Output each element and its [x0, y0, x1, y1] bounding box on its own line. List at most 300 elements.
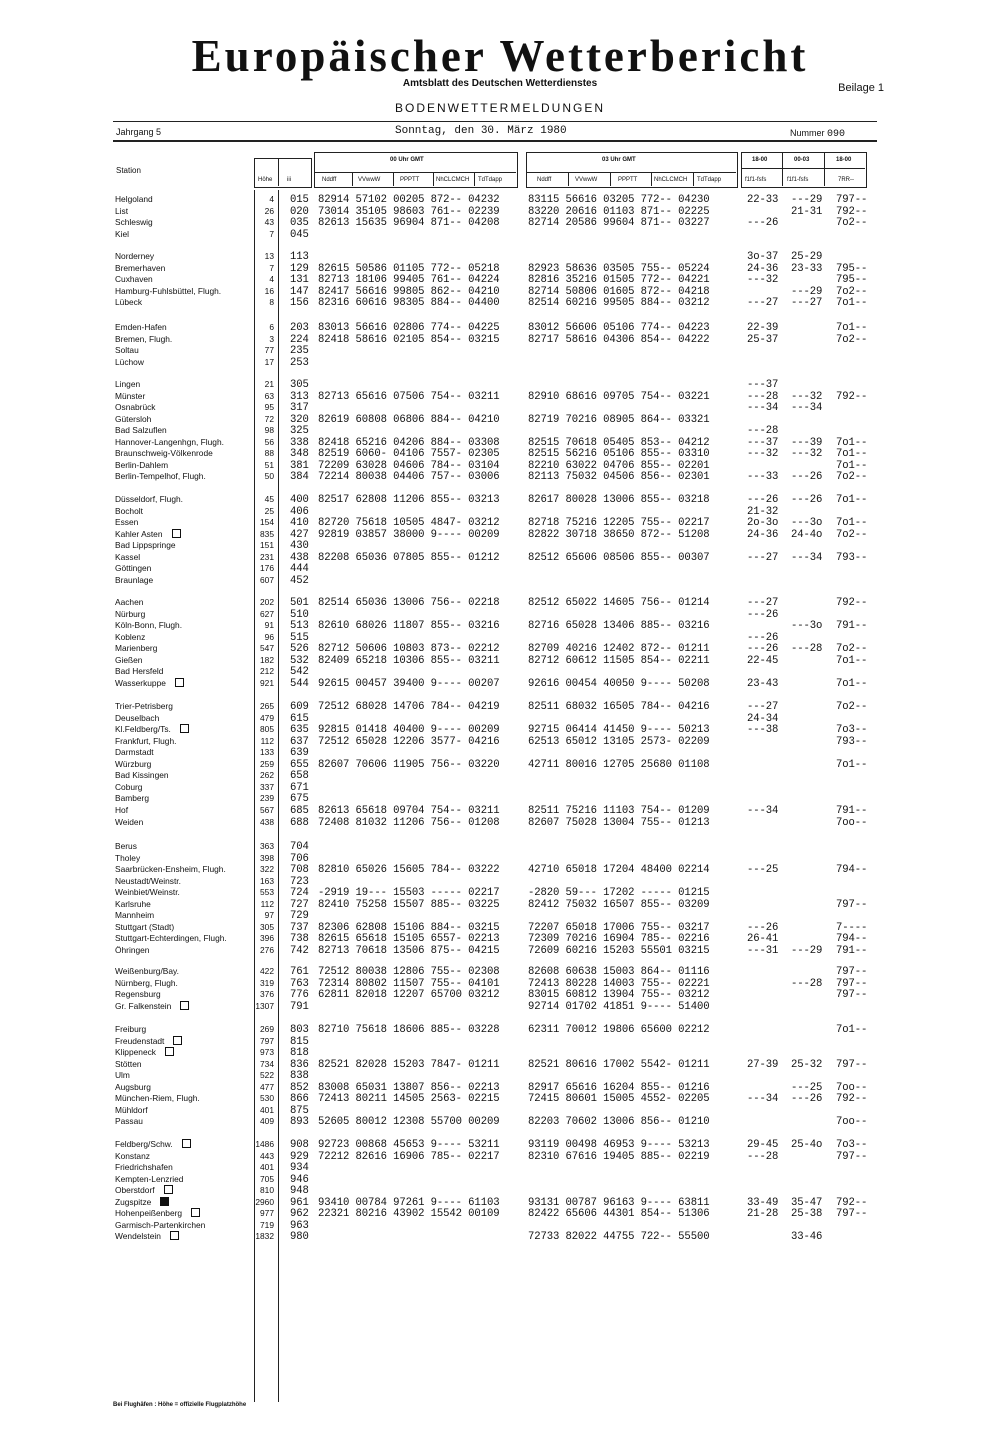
- station-row: [0, 933, 1000, 944]
- divider: [568, 172, 569, 186]
- gust-18-00-text: ---26: [747, 217, 779, 230]
- station-height-text: 522: [260, 1070, 274, 1081]
- gust-18-00: [747, 632, 778, 644]
- obs-03: [528, 864, 709, 876]
- station-id-text: 305: [290, 379, 309, 391]
- gust-18-00-text: ---28: [747, 1150, 779, 1163]
- station-id: [290, 817, 309, 829]
- station-name-text: Köln-Bonn, Flugh.: [115, 620, 183, 631]
- station-height-text: 4: [269, 274, 274, 285]
- station-row: [0, 1231, 1000, 1242]
- station-height: [240, 322, 274, 332]
- station-id-text: 015: [290, 194, 309, 206]
- station-height-text: 8: [269, 297, 274, 308]
- obs-00: [318, 1151, 499, 1163]
- station-name-text: Berlin-Tempelhof, Flugh.: [115, 471, 206, 482]
- station-row: [0, 575, 1000, 586]
- vvwww-header: VVwwW: [575, 177, 598, 183]
- station-name-text: Kempten-Lenzried: [115, 1173, 184, 1184]
- precip-18-00-text: 797--: [836, 1150, 868, 1163]
- station-row: [0, 517, 1000, 528]
- obs-03-text: 42710 65018 17204 48400 02214: [528, 864, 710, 877]
- station-height: [240, 194, 274, 204]
- station-height: [240, 655, 274, 665]
- gust-18-00-text: ---27: [747, 701, 779, 713]
- station-height-text: 112: [260, 735, 274, 746]
- obs-03: [528, 597, 709, 609]
- station-name-text: Gütersloh: [115, 413, 152, 424]
- station-row: [0, 966, 1000, 977]
- station-row: [0, 274, 1000, 285]
- station-name: [115, 251, 154, 261]
- precip-18-00-text: 7o1--: [836, 322, 868, 334]
- station-id: [290, 563, 309, 575]
- precip-18-00-text: 7o1--: [836, 758, 868, 771]
- station-height-text: 133: [260, 747, 274, 758]
- station-height-text: 231: [260, 551, 274, 562]
- station-id: [290, 864, 309, 876]
- station-row: [0, 334, 1000, 345]
- station-id: [290, 713, 309, 725]
- gust-00-03-text: ---28: [791, 643, 823, 656]
- station-id-text: 836: [290, 1058, 309, 1071]
- obs-03: [528, 517, 709, 529]
- station-height: [240, 575, 274, 585]
- precip-18-00-text: 7o3--: [836, 724, 868, 737]
- station-name: [115, 1220, 205, 1230]
- precip-18-00: [836, 334, 867, 346]
- gust-00-03: [791, 402, 822, 414]
- station-row: [0, 1001, 1000, 1012]
- obs-00-text: 82710 75618 18606 885-- 03228: [318, 1024, 500, 1036]
- gust-00-03-text: ---32: [791, 390, 823, 403]
- square-icon: [170, 1231, 179, 1240]
- obs-00: [318, 448, 499, 460]
- station-height: [240, 736, 274, 746]
- dewpoint-header: TdTdapp: [478, 177, 503, 183]
- station-name: [115, 1208, 200, 1218]
- obs-03-text: 82422 65606 44301 854-- 51306: [528, 1208, 710, 1221]
- footnote: Bei Flughäfen : Höhe = offizielle Flugplatzhöhe: [113, 1402, 247, 1408]
- station-row: [0, 759, 1000, 770]
- station-id-text: 685: [290, 805, 309, 817]
- precip-18-00-text: 797--: [836, 977, 868, 990]
- station-row: [0, 678, 1000, 689]
- gust-18-00-text: 33-49: [747, 1196, 779, 1209]
- station-id: [290, 1174, 309, 1186]
- precip-18-00: [836, 437, 867, 449]
- obs-00-text: 92615 00457 39400 9---- 00207: [318, 677, 500, 690]
- obs-03-text: 82714 20586 99604 871-- 03227: [528, 217, 710, 230]
- obs-03: [528, 391, 709, 403]
- nddff-header: Nddff: [322, 177, 337, 183]
- gust-18-00-text: ---26: [747, 921, 779, 934]
- station-id: [290, 966, 309, 978]
- precip-18-00-text: 797--: [836, 966, 868, 978]
- station-height: [240, 910, 274, 920]
- precip-18-00-text: 793--: [836, 735, 868, 748]
- station-row: [0, 922, 1000, 933]
- obs-03-text: 92616 00454 40050 9---- 50208: [528, 677, 710, 690]
- precip-18-00: [836, 529, 867, 541]
- station-name: [115, 357, 144, 367]
- station-row: [0, 1185, 1000, 1196]
- station-height-text: 7: [269, 262, 274, 273]
- station-id: [290, 1231, 309, 1243]
- station-row: [0, 297, 1000, 308]
- station-height-text: 401: [260, 1104, 274, 1115]
- gust-00-03-text: 35-47: [791, 1196, 823, 1209]
- obs-00-text: 82316 60616 98305 884-- 04400: [318, 297, 500, 310]
- station-row: [0, 357, 1000, 368]
- precip-18-00: [836, 1093, 867, 1105]
- station-id-text: 452: [290, 574, 309, 587]
- precip-18-00-text: 794--: [836, 933, 868, 946]
- station-name: [115, 1047, 174, 1057]
- station-name-text: Tholey: [115, 852, 141, 863]
- station-name: [115, 460, 168, 470]
- station-row: [0, 1197, 1000, 1208]
- station-height: [240, 437, 274, 447]
- station-height: [240, 1208, 274, 1218]
- station-height: [240, 805, 274, 815]
- station-id: [290, 552, 309, 564]
- station-height: [240, 1024, 274, 1034]
- gust-00-03: [791, 194, 822, 206]
- precip-18-00: [836, 933, 867, 945]
- station-id-text: 675: [290, 793, 309, 806]
- station-name: [115, 322, 167, 332]
- precip-18-00: [836, 194, 867, 206]
- station-height: [240, 978, 274, 988]
- station-name-text: Würzburg: [115, 758, 152, 769]
- station-height: [240, 853, 274, 863]
- station-id-text: 384: [290, 471, 309, 484]
- station-id-text: 501: [290, 597, 309, 609]
- station-name-text: Hannover-Langenhgn, Flugh.: [115, 436, 224, 447]
- station-height-text: 4: [269, 194, 274, 204]
- station-name-text: Stötten: [115, 1058, 142, 1069]
- gust-00-03: [791, 1197, 822, 1209]
- precip-18-00-text: 7oo--: [836, 1116, 868, 1129]
- station-id: [290, 437, 309, 449]
- station-height: [240, 1185, 274, 1195]
- obs-03: [528, 759, 709, 771]
- gust-18-00: [747, 1197, 778, 1209]
- obs-00: [318, 701, 499, 713]
- station-id-text: 020: [290, 205, 309, 218]
- obs-00-text: 82306 62808 15106 884-- 03215: [318, 921, 500, 934]
- precip-header: 7RR--: [838, 177, 854, 183]
- gust-18-00-text: 26-41: [747, 933, 779, 946]
- station-id: [290, 876, 309, 888]
- station-height: [240, 1231, 274, 1241]
- station-name-text: Darmstadt: [115, 747, 154, 758]
- station-height: [240, 817, 274, 827]
- station-height-text: 88: [264, 448, 274, 459]
- precip-18-00: [836, 297, 867, 309]
- station-row: [0, 597, 1000, 608]
- station-height-text: 212: [260, 666, 274, 677]
- station-name: [115, 887, 180, 897]
- station-row: [0, 1208, 1000, 1219]
- obs-03-text: 82910 68616 09705 754-- 03221: [528, 390, 710, 403]
- subtitle: Amtsblatt des Deutschen Wetterdienstes: [402, 78, 598, 89]
- obs-03: [528, 933, 709, 945]
- station-id: [290, 263, 309, 275]
- station-name-text: Gießen: [115, 654, 143, 665]
- gust-18-00-text: 27-39: [747, 1058, 779, 1071]
- station-id-text: 688: [290, 816, 309, 829]
- station-id: [290, 1059, 309, 1071]
- obs-00: [318, 655, 499, 667]
- gust-18-00-text: 29-45: [747, 1139, 779, 1151]
- obs-03: [528, 494, 709, 506]
- station-name: [115, 770, 169, 780]
- station-height: [240, 229, 274, 239]
- obs-03-text: 83012 56606 05106 774-- 04223: [528, 322, 710, 334]
- station-id-text: 147: [290, 285, 309, 298]
- station-name-text: Augsburg: [115, 1081, 151, 1092]
- gust-header: f1f1-fsfs: [745, 177, 767, 183]
- ppptt-header: PPPTT: [400, 177, 420, 183]
- station-name-text: Hof: [115, 805, 129, 815]
- station-name: [115, 552, 140, 562]
- station-name: [115, 1082, 151, 1092]
- station-name: [115, 966, 179, 976]
- station-name-text: Zugspitze: [115, 1196, 152, 1207]
- station-height-text: 95: [264, 402, 274, 413]
- station-id: [290, 494, 309, 506]
- obs-00: [318, 297, 499, 309]
- gust-00-03: [791, 945, 822, 957]
- station-id-text: 427: [290, 528, 309, 541]
- obs-00: [318, 805, 499, 817]
- station-row: [0, 1093, 1000, 1104]
- square-icon: [173, 1036, 182, 1045]
- station-height: [240, 1047, 274, 1057]
- station-id: [290, 899, 309, 911]
- precip-18-00-text: 7----: [836, 921, 868, 934]
- station-name: [115, 655, 142, 665]
- obs-00-text: 82418 65216 04206 884-- 03308: [318, 436, 500, 449]
- station-name-text: Garmisch-Partenkirchen: [115, 1219, 206, 1230]
- obs-00-text: 72314 80802 11507 755-- 04101: [318, 977, 500, 990]
- station-id-text: 635: [290, 724, 309, 737]
- station-name-text: Freiburg: [115, 1024, 147, 1034]
- station-name: [115, 899, 151, 909]
- station-name: [115, 345, 139, 355]
- obs-00: [318, 759, 499, 771]
- station-height: [240, 632, 274, 642]
- gust-18-00: [747, 297, 778, 309]
- station-height: [240, 966, 274, 976]
- station-id: [290, 1047, 309, 1059]
- precip-18-00-text: 7o2--: [836, 285, 868, 298]
- station-row: [0, 345, 1000, 356]
- station-id-text: 515: [290, 631, 309, 644]
- gust-00-03-text: ---34: [791, 551, 823, 564]
- station-row: [0, 322, 1000, 333]
- obs-03-text: 82716 65028 13406 885-- 03216: [528, 620, 710, 633]
- station-id-text: 113: [290, 251, 309, 263]
- station-id: [290, 1070, 309, 1082]
- gust-00-03-text: 25-38: [791, 1208, 823, 1221]
- station-name-text: Soltau: [115, 345, 139, 356]
- station-name-text: Frankfurt, Flugh.: [115, 735, 177, 746]
- station-height-text: 567: [260, 805, 274, 815]
- station-height-text: 96: [264, 631, 274, 642]
- station-id-text: 544: [290, 677, 309, 690]
- precip-18-00-text: 797--: [836, 194, 868, 206]
- station-name-text: Ulm: [115, 1070, 130, 1081]
- station-name: [115, 1116, 143, 1126]
- station-height: [240, 620, 274, 630]
- station-row: [0, 793, 1000, 804]
- gust-00-03-text: ---3o: [791, 517, 823, 530]
- obs-00: [318, 1059, 499, 1071]
- station-name: [115, 1070, 130, 1080]
- obs-00: [318, 1197, 499, 1209]
- gust-18-00-text: ---34: [747, 402, 779, 415]
- station-id: [290, 334, 309, 346]
- gust-18-00: [747, 1059, 778, 1071]
- square-icon: [180, 1001, 189, 1010]
- gust-18-00: [747, 1139, 778, 1151]
- nddff-header: Nddff: [537, 177, 552, 183]
- station-name: [115, 666, 163, 676]
- station-id-text: 737: [290, 921, 309, 934]
- station-name: [115, 229, 129, 239]
- obs-03-text: 92715 06414 41450 9---- 50213: [528, 724, 710, 737]
- gust-18-00: [747, 506, 778, 518]
- station-id: [290, 517, 309, 529]
- obs-00-text: -2919 19--- 15503 ----- 02217: [318, 887, 500, 900]
- station-id: [290, 1024, 309, 1036]
- gust-00-03: [791, 471, 822, 483]
- precip-18-00: [836, 552, 867, 564]
- station-name-text: Bocholt: [115, 505, 143, 516]
- station-id-text: 763: [290, 977, 309, 990]
- station-height: [240, 864, 274, 874]
- station-name: [115, 575, 153, 585]
- station-height: [240, 945, 274, 955]
- station-id-text: 838: [290, 1070, 309, 1083]
- obs-00: [318, 206, 499, 218]
- filled-square-icon: [160, 1197, 169, 1206]
- station-row: [0, 1105, 1000, 1116]
- obs-03: [528, 1197, 709, 1209]
- precip-18-00-text: 7o2--: [836, 217, 868, 230]
- station-id: [290, 643, 309, 655]
- obs-00: [318, 194, 499, 206]
- station-name: [115, 724, 189, 734]
- station-name-text: Osnabrück: [115, 402, 156, 413]
- station-height-text: 627: [260, 608, 274, 619]
- station-name: [115, 1001, 189, 1011]
- obs-03-text: 82521 80616 17002 5542- 01211: [528, 1058, 710, 1071]
- obs-00-text: 82613 65618 09704 754-- 03211: [318, 805, 500, 817]
- station-row: [0, 701, 1000, 712]
- gust-00-03-text: ---25: [791, 1081, 823, 1094]
- station-id: [290, 1036, 309, 1048]
- station-row: [0, 864, 1000, 875]
- station-id-text: 406: [290, 505, 309, 518]
- station-id-text: 706: [290, 852, 309, 865]
- station-id-text: 929: [290, 1150, 309, 1163]
- station-row: [0, 770, 1000, 781]
- station-name-text: Wendelstein: [115, 1231, 161, 1242]
- precip-18-00-text: 7o1--: [836, 436, 868, 449]
- square-icon: [191, 1208, 200, 1217]
- station-row: [0, 747, 1000, 758]
- obs-00: [318, 1116, 499, 1128]
- station-row: [0, 506, 1000, 517]
- station-name: [115, 713, 159, 723]
- station-id-text: 615: [290, 712, 309, 725]
- square-icon: [172, 529, 181, 538]
- precip-18-00-text: 7o2--: [836, 701, 868, 713]
- precip-18-00: [836, 701, 867, 713]
- station-id: [290, 770, 309, 782]
- station-name: [115, 609, 145, 619]
- gust-18-00-text: ---28: [747, 390, 779, 403]
- station-id-text: 400: [290, 494, 309, 506]
- station-height: [240, 701, 274, 711]
- divider: [113, 140, 877, 142]
- station-row: [0, 978, 1000, 989]
- gust-00-03-text: 21-31: [791, 205, 823, 218]
- station-row: [0, 437, 1000, 448]
- gust-18-00: [747, 1208, 778, 1220]
- station-id-text: 946: [290, 1173, 309, 1186]
- obs-03: [528, 194, 709, 206]
- obs-00-text: 93410 00784 97261 9---- 61103: [318, 1196, 500, 1209]
- obs-00-text: 82410 75258 15507 885-- 03225: [318, 898, 500, 911]
- station-height-text: 734: [260, 1058, 274, 1069]
- precip-18-00: [836, 620, 867, 632]
- gust-00-03: [791, 437, 822, 449]
- station-height-text: 97: [264, 910, 274, 921]
- obs-00-text: 92723 00868 45653 9---- 53211: [318, 1139, 500, 1151]
- station-id-text: 325: [290, 425, 309, 438]
- station-name: [115, 391, 145, 401]
- obs-03: [528, 263, 709, 275]
- precip-18-00: [836, 448, 867, 460]
- obs-00-text: 82914 57102 00205 872-- 04232: [318, 194, 500, 206]
- station-id-text: 948: [290, 1185, 309, 1198]
- obs-00: [318, 887, 499, 899]
- station-name: [115, 402, 156, 412]
- station-height: [240, 989, 274, 999]
- gust-18-00-text: ---37: [747, 379, 779, 391]
- station-id: [290, 853, 309, 865]
- obs-03-text: 82310 67616 19405 885-- 02219: [528, 1150, 710, 1163]
- station-name: [115, 1059, 142, 1069]
- station-name-text: Saarbrücken-Ensheim, Flugh.: [115, 864, 226, 875]
- station-name: [115, 817, 143, 827]
- station-row: [0, 1024, 1000, 1035]
- station-height: [240, 1036, 274, 1046]
- obs-00-text: 82519 6060- 04106 7557- 02305: [318, 448, 500, 461]
- gust-18-00: [747, 1151, 778, 1163]
- station-height: [240, 1070, 274, 1080]
- station-name: [115, 978, 178, 988]
- obs-03: [528, 460, 709, 472]
- beilage-label: Beilage 1: [838, 82, 884, 94]
- obs-00: [318, 620, 499, 632]
- precip-18-00: [836, 1082, 867, 1094]
